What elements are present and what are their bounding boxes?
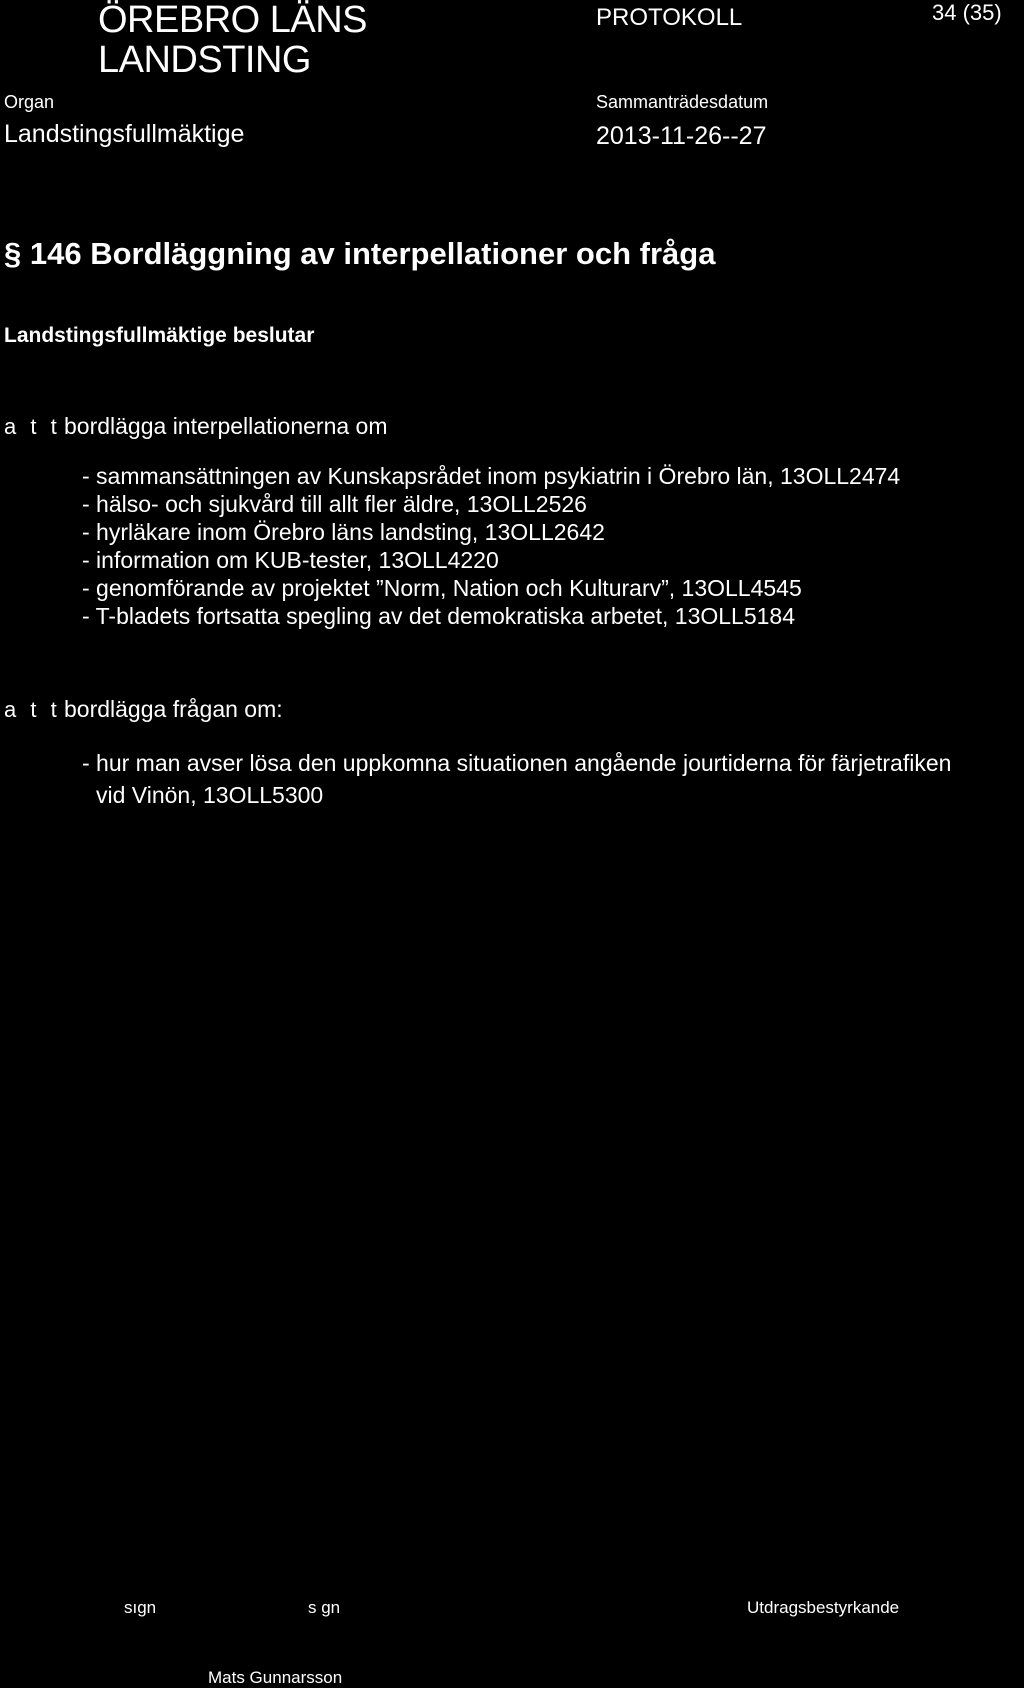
organ-value: Landstingsfullmäktige: [4, 120, 245, 148]
decision-heading: Landstingsfullmäktige beslutar: [4, 324, 315, 347]
meeting-date-value: 2013-11-26--27: [596, 122, 767, 150]
signature-label-1: sıgn: [124, 1598, 157, 1617]
question-item: [82, 747, 951, 811]
decision-1-text: bordlägga interpellationerna om: [64, 413, 388, 439]
signature-label-2: s gn: [308, 1598, 341, 1617]
signer-name: Mats Gunnarsson: [208, 1668, 343, 1687]
interpellation-list: [82, 462, 900, 630]
list-item: - hälso- och sjukvård till allt fler äldre, 13OLL2526: [82, 491, 587, 517]
list-item: - genomförande av projektet ”Norm, Nation och Kulturarv”, 13OLL4545: [82, 575, 802, 601]
question-line-1: - hur man avser lösa den uppkomna situationen angående jourtiderna för färjetrafiken: [82, 750, 952, 776]
question-line-2: vid Vinön, 13OLL5300: [96, 782, 324, 808]
organization-name-line-1: ÖREBRO LÄNS: [98, 0, 368, 41]
document-type: PROTOKOLL: [596, 4, 743, 31]
organization-name: [98, 0, 367, 80]
page-number: 34 (35): [932, 0, 1002, 25]
section-heading: § 146 Bordläggning av interpellationer och fråga: [4, 236, 716, 271]
decision-2-prefix: a t t: [4, 697, 61, 722]
list-item: - information om KUB-tester, 13OLL4220: [82, 547, 499, 573]
certification-label: Utdragsbestyrkande: [747, 1598, 900, 1617]
organization-name-line-2: LANDSTING: [98, 39, 311, 81]
list-item: - sammansättningen av Kunskapsrådet inom psykiatrin i Örebro län, 13OLL2474: [82, 463, 901, 489]
list-item: - hyrläkare inom Örebro läns landsting, 13OLL2642: [82, 519, 605, 545]
organ-label: Organ: [4, 92, 55, 112]
decision-1-prefix: a t t: [4, 414, 61, 439]
decision-2-text: bordlägga frågan om:: [64, 696, 283, 722]
list-item: - T-bladets fortsatta spegling av det demokratiska arbetet, 13OLL5184: [82, 603, 795, 629]
meeting-date-label: Sammanträdesdatum: [596, 92, 769, 112]
